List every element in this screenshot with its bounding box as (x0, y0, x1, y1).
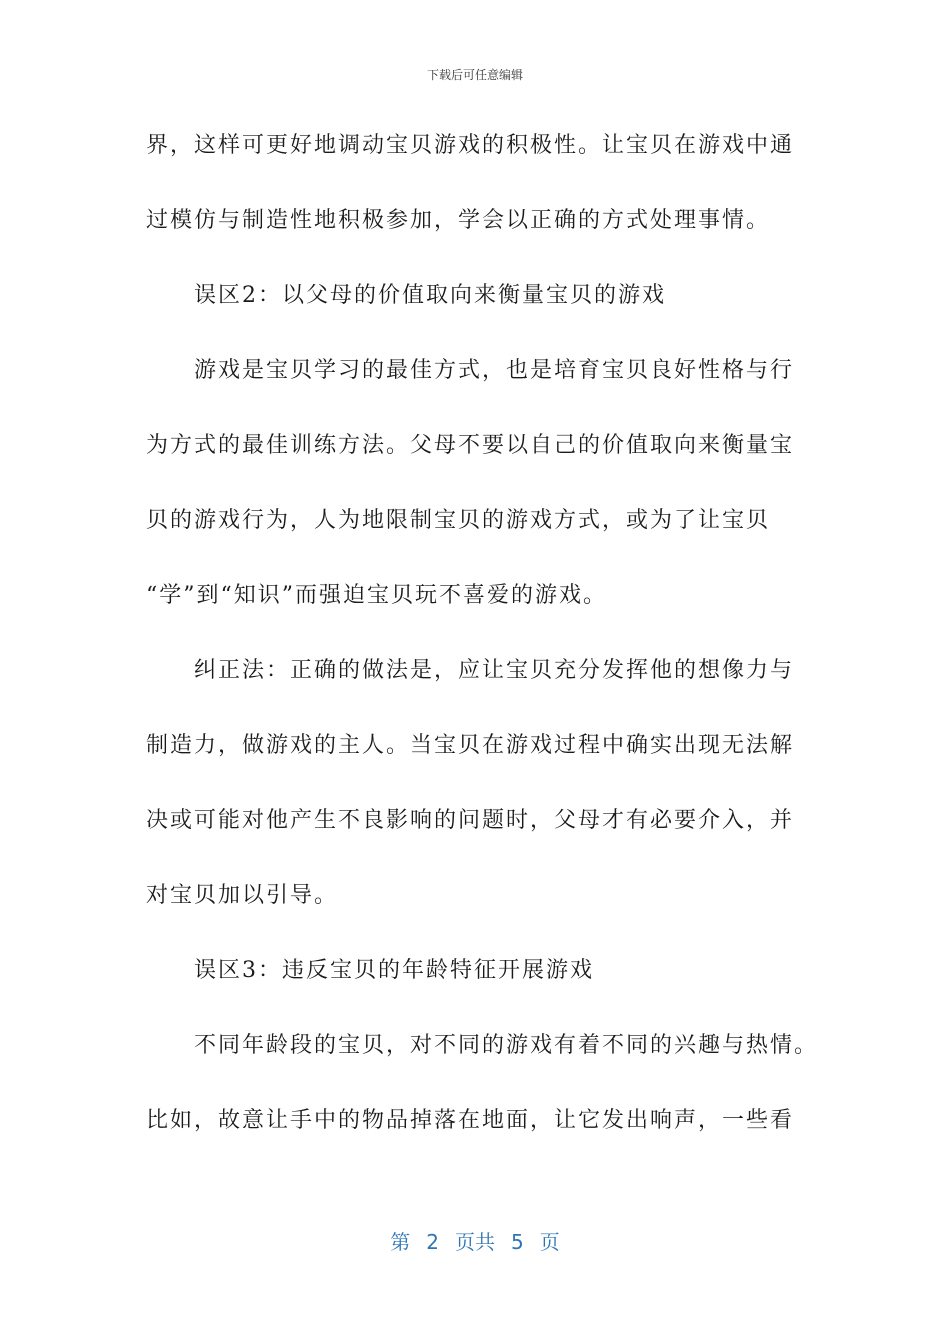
text-line: 界，这样可更好地调动宝贝游戏的积极性。让宝贝在游戏中通 (146, 133, 795, 158)
text-line: 过模仿与制造性地积极参加，学会以正确的方式处理事情。 (146, 208, 771, 233)
header-note: 下载后可任意编辑 (426, 68, 523, 82)
section-heading: 误区2：以父母的价值取向来衡量宝贝的游戏 (194, 283, 666, 308)
page-footer (0, 1226, 950, 1255)
section-heading: 误区3：违反宝贝的年龄特征开展游戏 (194, 958, 594, 983)
text-line: 为方式的最佳训练方法。父母不要以自己的价值取向来衡量宝 (146, 433, 795, 458)
text-line: 纠正法：正确的做法是，应让宝贝充分发挥他的想像力与 (194, 658, 795, 683)
text-line: 游戏是宝贝学习的最佳方式，也是培育宝贝良好性格与行 (194, 358, 795, 383)
text-line: 制造力，做游戏的主人。当宝贝在游戏过程中确实出现无法解 (146, 733, 795, 758)
end-label: 页 (539, 1230, 560, 1254)
total-pages: 5 (511, 1230, 524, 1254)
page-label: 第 (390, 1230, 411, 1254)
text-line: 对宝贝加以引导。 (146, 883, 339, 908)
text-line: 比如，故意让手中的物品掉落在地面，让它发出响声，一些看 (146, 1108, 795, 1133)
text-line: 不同年龄段的宝贝，对不同的游戏有着不同的兴趣与热情。 (194, 1033, 819, 1058)
text-line: “学”到“知识”而强迫宝贝玩不喜爱的游戏。 (146, 583, 607, 608)
total-label: 页共 (455, 1230, 495, 1254)
text-line: 决或可能对他产生不良影响的问题时，父母才有必要介入，并 (146, 808, 795, 833)
page-number: 2 (426, 1230, 439, 1254)
text-line: 贝的游戏行为，人为地限制宝贝的游戏方式，或为了让宝贝 (146, 508, 771, 533)
